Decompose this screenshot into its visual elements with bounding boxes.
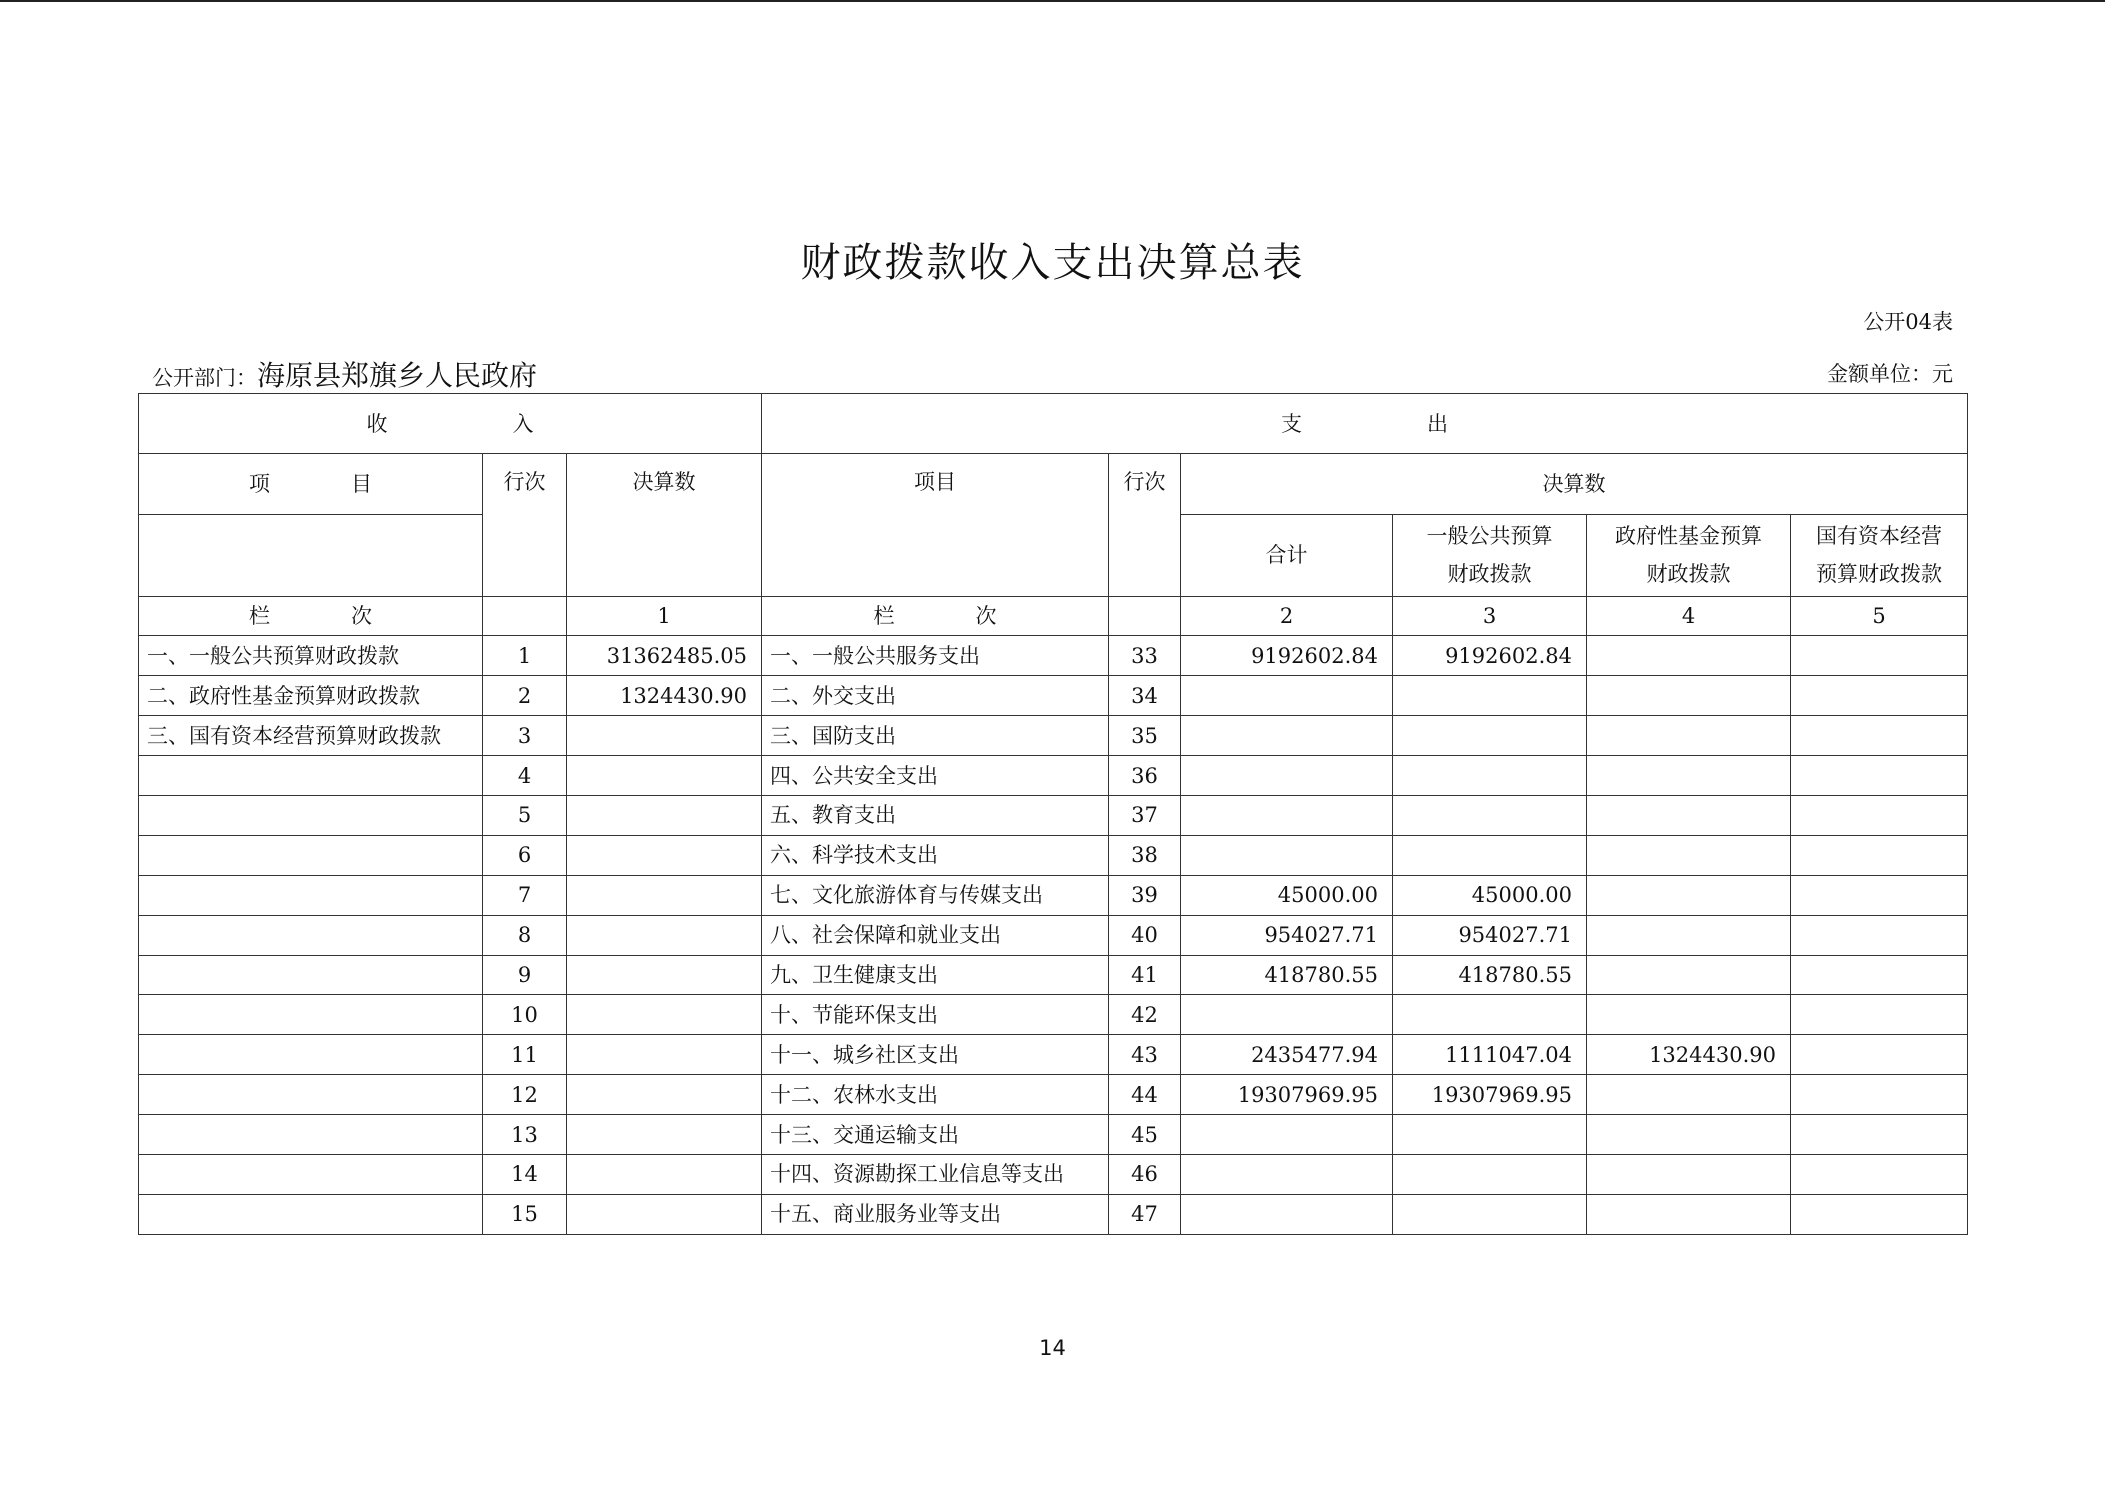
income-amount-cell: 1324430.90 bbox=[567, 676, 762, 716]
gov-fund-header bbox=[1587, 514, 1791, 596]
general-budget-header bbox=[1393, 514, 1587, 596]
table-row bbox=[139, 1194, 1968, 1234]
total-cell: 954027.71 bbox=[1181, 915, 1393, 955]
header-row-1 bbox=[139, 394, 1968, 454]
table-row bbox=[139, 1075, 1968, 1115]
income-item-cell bbox=[139, 835, 483, 875]
expense-amount-header: 决算数 bbox=[1181, 454, 1968, 514]
table-row bbox=[139, 995, 1968, 1035]
income-amount-cell bbox=[567, 995, 762, 1035]
income-item-cell bbox=[139, 1194, 483, 1234]
gov-fund-cell bbox=[1587, 835, 1791, 875]
table-row bbox=[139, 1115, 1968, 1155]
expense-item-cell: 六、科学技术支出 bbox=[762, 835, 1109, 875]
expense-row-no-cell: 42 bbox=[1109, 995, 1181, 1035]
expense-row-no-cell: 33 bbox=[1109, 636, 1181, 676]
general-budget-cell bbox=[1393, 796, 1587, 836]
income-amount-cell bbox=[567, 1115, 762, 1155]
state-capital-header-line2: 预算财政拨款 bbox=[1816, 562, 1942, 587]
general-budget-cell bbox=[1393, 995, 1587, 1035]
header-row-2 bbox=[139, 454, 1968, 514]
state-capital-cell bbox=[1791, 756, 1968, 796]
gov-fund-cell bbox=[1587, 995, 1791, 1035]
income-item-cell bbox=[139, 1115, 483, 1155]
income-item-cell bbox=[139, 875, 483, 915]
income-row-no-cell: 13 bbox=[483, 1115, 567, 1155]
total-cell bbox=[1181, 1115, 1393, 1155]
table-row bbox=[139, 796, 1968, 836]
income-row-no-header: 行次 bbox=[483, 454, 567, 596]
state-capital-cell bbox=[1791, 1035, 1968, 1075]
total-header: 合计 bbox=[1181, 514, 1393, 596]
income-item-cell bbox=[139, 995, 483, 1035]
income-item-header-blank bbox=[139, 514, 483, 596]
income-amount-cell bbox=[567, 1194, 762, 1234]
income-header: 收 入 bbox=[139, 394, 762, 454]
state-capital-cell bbox=[1791, 995, 1968, 1035]
department-name: 海原县郑旗乡人民政府 bbox=[257, 359, 538, 392]
income-row-no-cell: 7 bbox=[483, 875, 567, 915]
total-cell bbox=[1181, 676, 1393, 716]
state-capital-header-line1: 国有资本经营 bbox=[1816, 524, 1942, 549]
income-row-no-cell: 8 bbox=[483, 915, 567, 955]
income-item-cell bbox=[139, 1035, 483, 1075]
income-amount-cell bbox=[567, 875, 762, 915]
general-budget-cell bbox=[1393, 716, 1587, 756]
column-index-row bbox=[139, 596, 1968, 636]
income-item-cell: 二、政府性基金预算财政拨款 bbox=[139, 676, 483, 716]
state-capital-cell bbox=[1791, 835, 1968, 875]
general-budget-header-line1: 一般公共预算 bbox=[1426, 524, 1553, 549]
general-budget-cell bbox=[1393, 1194, 1587, 1234]
table-row bbox=[139, 875, 1968, 915]
gov-fund-cell bbox=[1587, 1194, 1791, 1234]
general-budget-cell bbox=[1393, 1115, 1587, 1155]
income-item-cell: 一、一般公共预算财政拨款 bbox=[139, 636, 483, 676]
income-amount-cell bbox=[567, 796, 762, 836]
col-index-blank-2 bbox=[1109, 596, 1181, 636]
col-index-3: 3 bbox=[1393, 596, 1587, 636]
amount-unit: 金额单位：元 bbox=[1827, 362, 1953, 386]
expense-item-cell: 十五、商业服务业等支出 bbox=[762, 1194, 1109, 1234]
income-item-cell bbox=[139, 1155, 483, 1195]
income-row-no-cell: 10 bbox=[483, 995, 567, 1035]
income-amount-cell bbox=[567, 955, 762, 995]
income-row-no-cell: 5 bbox=[483, 796, 567, 836]
expense-row-no-cell: 34 bbox=[1109, 676, 1181, 716]
expense-row-no-cell: 41 bbox=[1109, 955, 1181, 995]
expense-item-cell: 八、社会保障和就业支出 bbox=[762, 915, 1109, 955]
general-budget-cell bbox=[1393, 756, 1587, 796]
general-budget-cell: 45000.00 bbox=[1393, 875, 1587, 915]
total-cell bbox=[1181, 716, 1393, 756]
state-capital-cell bbox=[1791, 676, 1968, 716]
col-label-right: 栏 次 bbox=[762, 596, 1109, 636]
income-item-cell bbox=[139, 756, 483, 796]
general-budget-cell: 1111047.04 bbox=[1393, 1035, 1587, 1075]
state-capital-cell bbox=[1791, 636, 1968, 676]
gov-fund-cell bbox=[1587, 796, 1791, 836]
expense-item-header: 项目 bbox=[762, 454, 1109, 596]
income-amount-cell bbox=[567, 915, 762, 955]
expense-row-no-cell: 47 bbox=[1109, 1194, 1181, 1234]
budget-table bbox=[138, 393, 1968, 1235]
expense-item-cell: 三、国防支出 bbox=[762, 716, 1109, 756]
income-row-no-cell: 1 bbox=[483, 636, 567, 676]
expense-item-cell: 十三、交通运输支出 bbox=[762, 1115, 1109, 1155]
state-capital-cell bbox=[1791, 1155, 1968, 1195]
income-amount-cell bbox=[567, 1075, 762, 1115]
gov-fund-cell bbox=[1587, 1115, 1791, 1155]
income-row-no-cell: 9 bbox=[483, 955, 567, 995]
expense-row-no-cell: 43 bbox=[1109, 1035, 1181, 1075]
general-budget-cell: 418780.55 bbox=[1393, 955, 1587, 995]
expense-row-no-cell: 39 bbox=[1109, 875, 1181, 915]
total-cell bbox=[1181, 995, 1393, 1035]
table-row bbox=[139, 676, 1968, 716]
state-capital-cell bbox=[1791, 1075, 1968, 1115]
gov-fund-cell: 1324430.90 bbox=[1587, 1035, 1791, 1075]
state-capital-cell bbox=[1791, 875, 1968, 915]
general-budget-header-line2: 财政拨款 bbox=[1447, 562, 1532, 587]
general-budget-cell bbox=[1393, 676, 1587, 716]
expense-row-no-header: 行次 bbox=[1109, 454, 1181, 596]
state-capital-cell bbox=[1791, 796, 1968, 836]
expense-row-no-cell: 37 bbox=[1109, 796, 1181, 836]
top-border-line bbox=[0, 0, 2105, 2]
expense-item-cell: 九、卫生健康支出 bbox=[762, 955, 1109, 995]
expense-header: 支 出 bbox=[762, 394, 1968, 454]
income-item-cell bbox=[139, 955, 483, 995]
income-amount-cell: 31362485.05 bbox=[567, 636, 762, 676]
income-item-cell: 三、国有资本经营预算财政拨款 bbox=[139, 716, 483, 756]
state-capital-header bbox=[1791, 514, 1968, 596]
col-index-4: 4 bbox=[1587, 596, 1791, 636]
total-cell bbox=[1181, 1194, 1393, 1234]
income-amount-cell bbox=[567, 716, 762, 756]
total-cell: 19307969.95 bbox=[1181, 1075, 1393, 1115]
gov-fund-cell bbox=[1587, 676, 1791, 716]
income-item-cell bbox=[139, 796, 483, 836]
expense-row-no-cell: 35 bbox=[1109, 716, 1181, 756]
expense-row-no-cell: 36 bbox=[1109, 756, 1181, 796]
income-item-cell bbox=[139, 1075, 483, 1115]
state-capital-cell bbox=[1791, 915, 1968, 955]
gov-fund-cell bbox=[1587, 915, 1791, 955]
expense-item-cell: 一、一般公共服务支出 bbox=[762, 636, 1109, 676]
expense-item-cell: 十一、城乡社区支出 bbox=[762, 1035, 1109, 1075]
col-index-5: 5 bbox=[1791, 596, 1968, 636]
income-row-no-cell: 3 bbox=[483, 716, 567, 756]
expense-item-cell: 十、节能环保支出 bbox=[762, 995, 1109, 1035]
income-amount-cell bbox=[567, 835, 762, 875]
general-budget-cell: 9192602.84 bbox=[1393, 636, 1587, 676]
department-line bbox=[152, 354, 537, 394]
gov-fund-cell bbox=[1587, 875, 1791, 915]
income-amount-cell bbox=[567, 756, 762, 796]
total-cell bbox=[1181, 835, 1393, 875]
income-row-no-cell: 15 bbox=[483, 1194, 567, 1234]
table-row bbox=[139, 835, 1968, 875]
table-row bbox=[139, 1035, 1968, 1075]
expense-row-no-cell: 40 bbox=[1109, 915, 1181, 955]
department-label: 公开部门： bbox=[152, 366, 257, 390]
gov-fund-cell bbox=[1587, 1075, 1791, 1115]
income-row-no-cell: 11 bbox=[483, 1035, 567, 1075]
table-row bbox=[139, 1155, 1968, 1195]
col-index-blank bbox=[483, 596, 567, 636]
gov-fund-cell bbox=[1587, 955, 1791, 995]
general-budget-cell bbox=[1393, 1155, 1587, 1195]
table-row bbox=[139, 915, 1968, 955]
income-amount-cell bbox=[567, 1155, 762, 1195]
table-row bbox=[139, 756, 1968, 796]
expense-row-no-cell: 38 bbox=[1109, 835, 1181, 875]
income-row-no-cell: 6 bbox=[483, 835, 567, 875]
col-index-2: 2 bbox=[1181, 596, 1393, 636]
income-amount-header: 决算数 bbox=[567, 454, 762, 596]
gov-fund-cell bbox=[1587, 1155, 1791, 1195]
gov-fund-header-line1: 政府性基金预算 bbox=[1615, 524, 1762, 549]
form-number: 公开04表 bbox=[1863, 310, 1953, 334]
expense-row-no-cell: 44 bbox=[1109, 1075, 1181, 1115]
income-row-no-cell: 2 bbox=[483, 676, 567, 716]
expense-item-cell: 二、外交支出 bbox=[762, 676, 1109, 716]
total-cell: 9192602.84 bbox=[1181, 636, 1393, 676]
page-number: 14 bbox=[1039, 1336, 1066, 1360]
expense-row-no-cell: 45 bbox=[1109, 1115, 1181, 1155]
expense-item-cell: 七、文化旅游体育与传媒支出 bbox=[762, 875, 1109, 915]
income-item-cell bbox=[139, 915, 483, 955]
state-capital-cell bbox=[1791, 955, 1968, 995]
gov-fund-cell bbox=[1587, 756, 1791, 796]
general-budget-cell bbox=[1393, 835, 1587, 875]
col-index-1: 1 bbox=[567, 596, 762, 636]
page-title: 财政拨款收入支出决算总表 bbox=[800, 240, 1305, 286]
state-capital-cell bbox=[1791, 1194, 1968, 1234]
table-row bbox=[139, 955, 1968, 995]
general-budget-cell: 954027.71 bbox=[1393, 915, 1587, 955]
total-cell: 2435477.94 bbox=[1181, 1035, 1393, 1075]
expense-item-cell: 十四、资源勘探工业信息等支出 bbox=[762, 1155, 1109, 1195]
income-item-header: 项 目 bbox=[139, 454, 483, 514]
state-capital-cell bbox=[1791, 716, 1968, 756]
total-cell: 418780.55 bbox=[1181, 955, 1393, 995]
expense-row-no-cell: 46 bbox=[1109, 1155, 1181, 1195]
col-label-left: 栏 次 bbox=[139, 596, 483, 636]
gov-fund-cell bbox=[1587, 636, 1791, 676]
expense-item-cell: 五、教育支出 bbox=[762, 796, 1109, 836]
general-budget-cell: 19307969.95 bbox=[1393, 1075, 1587, 1115]
total-cell bbox=[1181, 1155, 1393, 1195]
state-capital-cell bbox=[1791, 1115, 1968, 1155]
total-cell bbox=[1181, 756, 1393, 796]
total-cell: 45000.00 bbox=[1181, 875, 1393, 915]
table-row bbox=[139, 636, 1968, 676]
gov-fund-header-line2: 财政拨款 bbox=[1646, 562, 1731, 587]
income-row-no-cell: 4 bbox=[483, 756, 567, 796]
income-row-no-cell: 12 bbox=[483, 1075, 567, 1115]
income-row-no-cell: 14 bbox=[483, 1155, 567, 1195]
table-row bbox=[139, 716, 1968, 756]
income-amount-cell bbox=[567, 1035, 762, 1075]
total-cell bbox=[1181, 796, 1393, 836]
gov-fund-cell bbox=[1587, 716, 1791, 756]
expense-item-cell: 十二、农林水支出 bbox=[762, 1075, 1109, 1115]
expense-item-cell: 四、公共安全支出 bbox=[762, 756, 1109, 796]
